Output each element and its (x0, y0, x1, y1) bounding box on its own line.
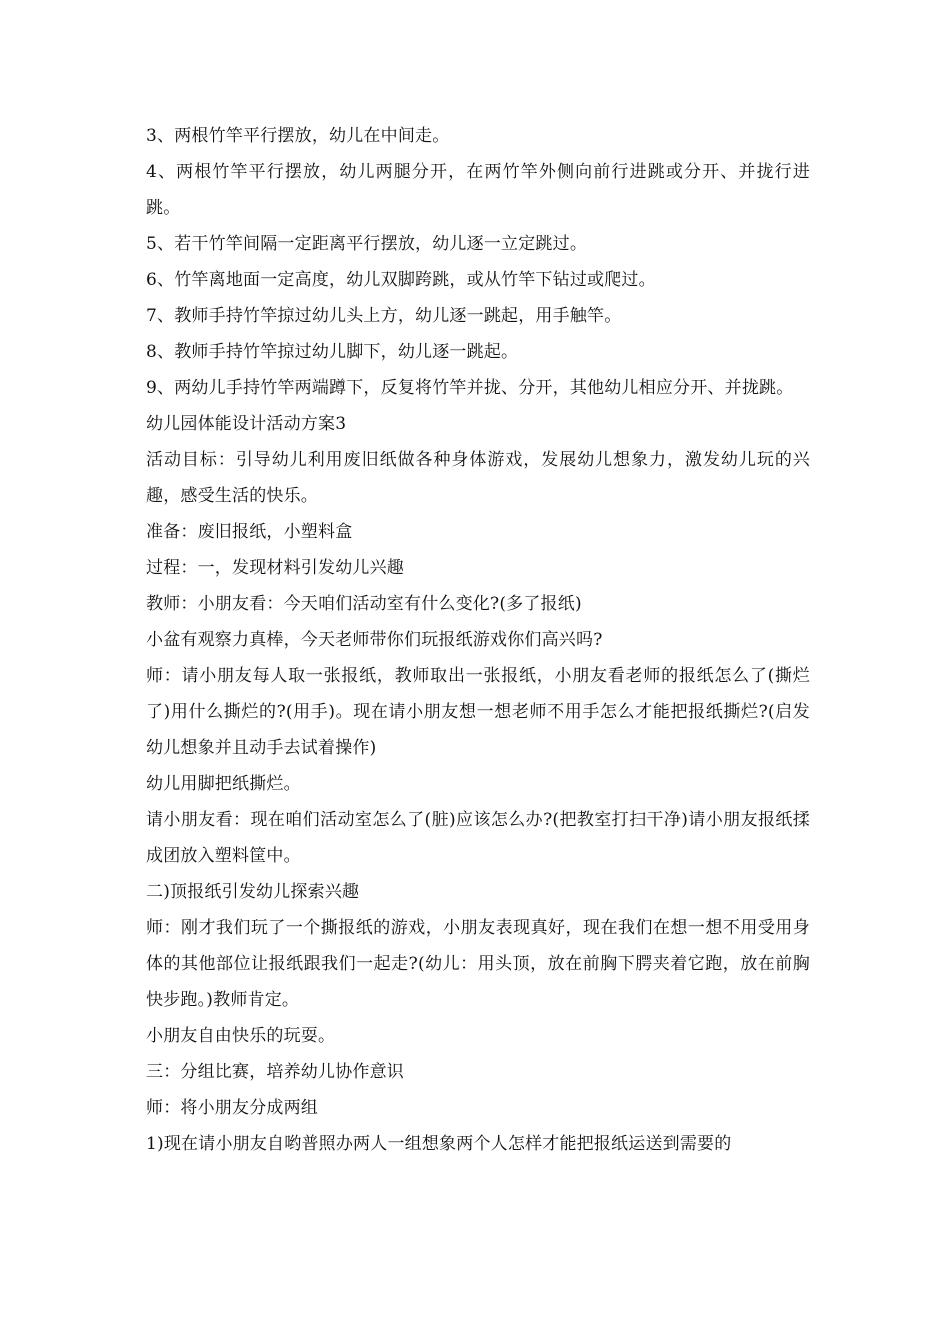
teacher-dialogue: 教师：小朋友看：今天咱们活动室有什么变化?(多了报纸) (146, 594, 582, 614)
paragraph-item-9: 9、两幼儿手持竹竿两端蹲下，反复将竹竿并拢、分开，其他幼儿相应分开、并拢跳。 (146, 378, 794, 398)
process-step-2: 二)顶报纸引发幼儿探索兴趣 (146, 882, 360, 902)
document-body (146, 118, 810, 1162)
pair-task: 1)现在请小朋友自哟普照办两人一组想象两个人怎样才能把报纸运送到需要的 (146, 1134, 732, 1154)
paragraph-item-6: 6、竹竿离地面一定高度，幼儿双脚跨跳，或从竹竿下钻过或爬过。 (146, 270, 656, 290)
cleanup-instruction: 请小朋友看：现在咱们活动室怎么了(脏)应该怎么办?(把教室打扫干净)请小朋友报纸揉成团放入塑料筐中。 (146, 810, 810, 866)
paragraph-item-4: 4、两根竹竿平行摆放，幼儿两腿分开，在两竹竿外侧向前行进跳或分开、并拢行进跳。 (146, 162, 810, 218)
free-play: 小朋友自由快乐的玩耍。 (146, 1026, 336, 1046)
preparation: 准备：废旧报纸，小塑料盒 (146, 522, 353, 542)
process-step-3: 三：分组比赛，培养幼儿协作意识 (146, 1062, 404, 1082)
process-step-1: 过程：一，发现材料引发幼儿兴趣 (146, 558, 404, 578)
paragraph-item-3: 3、两根竹竿平行摆放，幼儿在中间走。 (146, 126, 450, 146)
child-action: 幼儿用脚把纸撕烂。 (146, 774, 301, 794)
section-heading: 幼儿园体能设计活动方案3 (146, 414, 347, 434)
teacher-explore: 师：刚才我们玩了一个撕报纸的游戏，小朋友表现真好，现在我们在想一想不用受用身体的其他部位让报纸跟我们一起走?(幼儿：用头顶，放在前胸下腭夹着它跑，放在前胸快步跑。)教师肯定。 (146, 918, 810, 1010)
paragraph-item-7: 7、教师手持竹竿掠过幼儿头上方，幼儿逐一跳起，用手触竿。 (146, 306, 622, 326)
group-division: 师：将小朋友分成两组 (146, 1098, 318, 1118)
activity-goal: 活动目标：引导幼儿利用废旧纸做各种身体游戏，发展幼儿想象力，激发幼儿玩的兴趣，感受生活的快乐。 (146, 450, 810, 506)
paragraph-item-8: 8、教师手持竹竿掠过幼儿脚下，幼儿逐一跳起。 (146, 342, 519, 362)
paragraph-item-5: 5、若干竹竿间隔一定距离平行摆放，幼儿逐一立定跳过。 (146, 234, 588, 254)
teacher-praise: 小盆有观察力真棒，今天老师带你们玩报纸游戏你们高兴吗? (146, 630, 603, 650)
teacher-instruction: 师：请小朋友每人取一张报纸，教师取出一张报纸，小朋友看老师的报纸怎么了(撕烂了)用什么撕烂的?(用手)。现在请小朋友想一想老师不用手怎么才能把报纸撕烂?(启发幼儿想象并且动手去试着操作) (146, 666, 810, 758)
